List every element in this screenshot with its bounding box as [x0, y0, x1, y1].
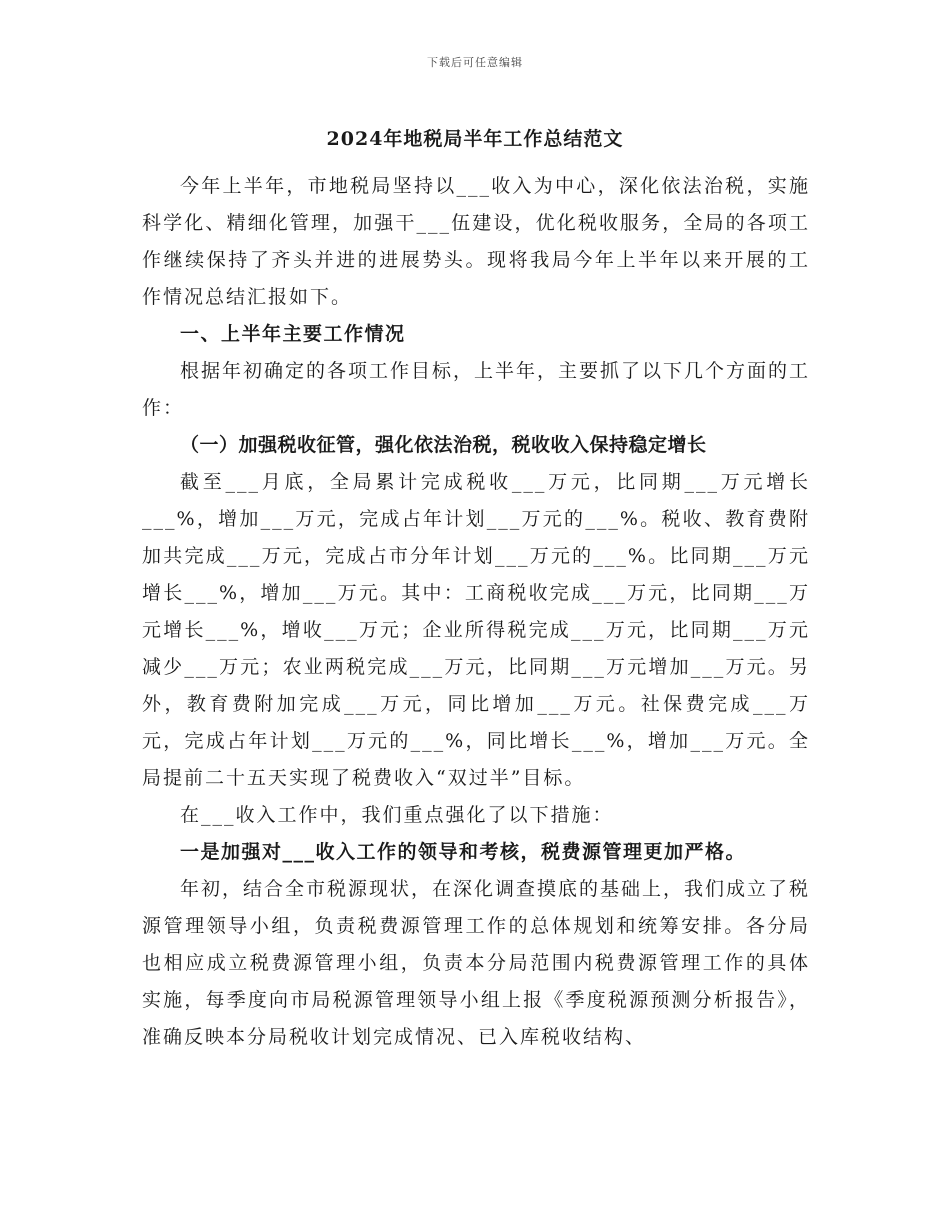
measure-one-paragraph: 年初，结合全市税源现状，在深化调查摸底的基础上，我们成立了税源管理领导小组，负责税费源管理工作的总体规划和统筹安排。各分局也相应成立税费源管理小组，负责本分局范围内税费源管理工作的具体实施，每季度向市局税源管理领导小组上报《季度税源预测分析报告》，准确反映本分局税收计划完成情况、已入库税收结构、	[142, 878, 811, 1048]
measure-one-heading: 一是加强对___收入工作的领导和考核，税费源管理更加严格。	[180, 841, 747, 863]
section-heading: 一、上半年主要工作情况	[180, 323, 406, 345]
document-body	[142, 168, 810, 1056]
subsection-heading: （一）加强税收征管，强化依法治税，税收收入保持稳定增长	[180, 434, 707, 456]
document-title: 2024年地税局半年工作总结范文	[326, 128, 624, 150]
revenue-figures-paragraph: 截至___月底，全局累计完成税收___万元，比同期___万元增长___%，增加___万元，完成占年计划___万元的___%。税收、教育费附加共完成___万元，完成占市分年计划___万元的___%。比同期___万元增长___%，增加___万元。其中：工商税收完成___万元，比同期___万元增长___%，增收___万元；企业所得税完成___万元，比同期___万元减少___万元；农业两税完成___万元，比同期___万元增加___万元。另外，教育费附加完成___万元，同比增加___万元。社保费完成___万元，完成占年计划___万元的___%，同比增长___%，增加___万元。全局提前二十五天实现了税费收入“双过半”目标。	[142, 471, 810, 789]
measures-intro-paragraph: 在___收入工作中，我们重点强化了以下措施：	[180, 804, 614, 826]
section-intro-paragraph: 根据年初确定的各项工作目标，上半年，主要抓了以下几个方面的工作：	[142, 360, 811, 419]
header-note: 下载后可任意编辑	[427, 56, 523, 69]
intro-paragraph: 今年上半年，市地税局坚持以___收入为中心，深化依法治税，实施科学化、精细化管理，加强干___伍建设，优化税收服务，全局的各项工作继续保持了齐头并进的进展势头。现将我局今年上半年以来开展的工作情况总结汇报如下。	[142, 175, 810, 308]
